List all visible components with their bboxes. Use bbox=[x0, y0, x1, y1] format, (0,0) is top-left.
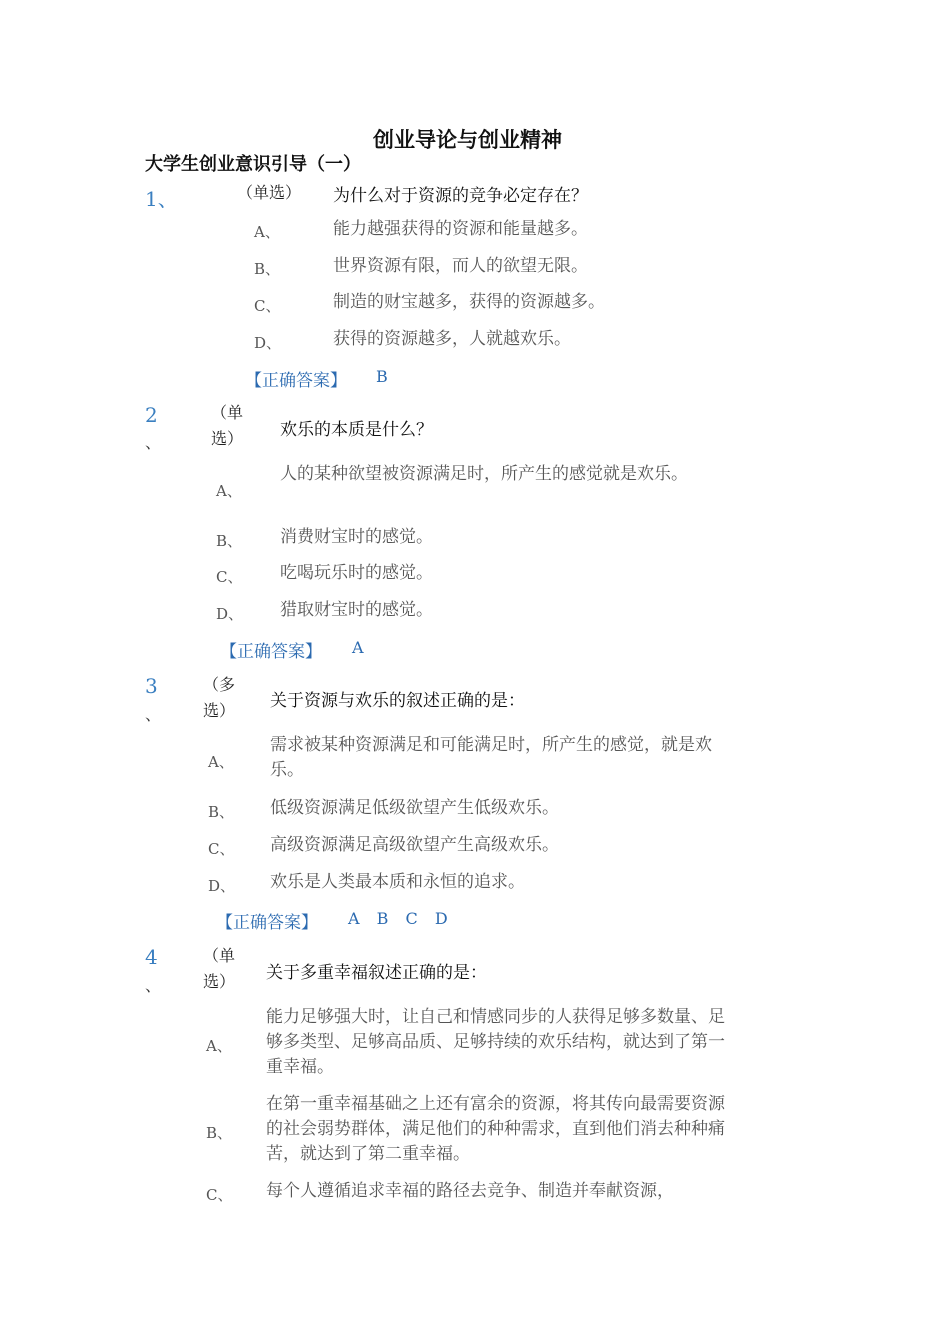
answer-label: 【正确答案】 bbox=[216, 913, 318, 933]
question-type: （多选） bbox=[203, 675, 236, 720]
question-number-suffix: 、 bbox=[145, 433, 162, 452]
option-label: D、 bbox=[254, 334, 282, 352]
option-text: 能力越强获得的资源和能量越多。 bbox=[333, 219, 588, 239]
option-text: 需求被某种资源满足和可能满足时，所产生的感觉，就是欢乐。 bbox=[270, 735, 712, 780]
question-text: 为什么对于资源的竞争必定存在？ bbox=[333, 186, 588, 206]
option-label: C、 bbox=[206, 1186, 233, 1204]
option-text: 吃喝玩乐时的感觉。 bbox=[280, 563, 433, 583]
question-number: 4 bbox=[145, 945, 158, 969]
option-label: B、 bbox=[254, 260, 281, 278]
option-text: 每个人遵循追求幸福的路径去竞争、制造并奉献资源， bbox=[266, 1181, 674, 1201]
question-type: （单选） bbox=[203, 946, 236, 991]
option-text: 猎取财宝时的感觉。 bbox=[280, 600, 433, 620]
answer-value: B bbox=[376, 367, 388, 386]
option-text: 能力足够强大时，让自己和情感同步的人获得足够多数量、足够多类型、足够高品质、足够持续的欢乐结构，就达到了第一重幸福。 bbox=[266, 1007, 725, 1077]
question-type: （单选） bbox=[211, 403, 244, 448]
option-text: 制造的财宝越多，获得的资源越多。 bbox=[333, 292, 605, 312]
document-title: 创业导论与创业精神 bbox=[373, 128, 562, 152]
question-text: 关于多重幸福叙述正确的是： bbox=[266, 963, 487, 983]
option-label: D、 bbox=[216, 605, 244, 623]
option-text: 消费财宝时的感觉。 bbox=[280, 527, 433, 547]
option-text: 世界资源有限，而人的欲望无限。 bbox=[333, 256, 588, 276]
question-number: 2 bbox=[145, 403, 158, 427]
question-text: 欢乐的本质是什么？ bbox=[280, 420, 433, 440]
option-label: B、 bbox=[206, 1124, 233, 1142]
question-type: （单选） bbox=[237, 183, 302, 202]
option-text: 获得的资源越多，人就越欢乐。 bbox=[333, 329, 571, 349]
question-number-suffix: 、 bbox=[145, 976, 162, 995]
option-label: B、 bbox=[208, 803, 235, 821]
question-number: 3 bbox=[145, 674, 158, 698]
option-label: C、 bbox=[216, 568, 243, 586]
option-label: D、 bbox=[208, 877, 236, 895]
option-label: A、 bbox=[254, 223, 280, 241]
option-text: 欢乐是人类最本质和永恒的追求。 bbox=[270, 872, 525, 892]
option-text: 低级资源满足低级欲望产生低级欢乐。 bbox=[270, 798, 559, 818]
option-label: A、 bbox=[208, 753, 234, 771]
answer-value: A bbox=[352, 638, 364, 657]
option-label: A、 bbox=[206, 1037, 232, 1055]
option-label: A、 bbox=[216, 482, 242, 500]
option-label: C、 bbox=[254, 297, 281, 315]
option-label: C、 bbox=[208, 840, 235, 858]
question-text: 关于资源与欢乐的叙述正确的是： bbox=[270, 691, 525, 711]
question-number-suffix: 、 bbox=[145, 705, 162, 724]
answer-label: 【正确答案】 bbox=[245, 371, 347, 391]
question-number: 1、 bbox=[145, 187, 178, 211]
option-text: 在第一重幸福基础之上还有富余的资源，将其传向最需要资源的社会弱势群体，满足他们的种种需求，直到他们消去种种痛苦，就达到了第二重幸福。 bbox=[266, 1094, 725, 1164]
option-text: 人的某种欲望被资源满足时，所产生的感觉就是欢乐。 bbox=[280, 464, 688, 484]
answer-value: A B C D bbox=[348, 909, 448, 928]
option-text: 高级资源满足高级欲望产生高级欢乐。 bbox=[270, 835, 559, 855]
document-subtitle: 大学生创业意识引导（一） bbox=[145, 154, 361, 175]
answer-label: 【正确答案】 bbox=[220, 642, 322, 662]
option-label: B、 bbox=[216, 532, 243, 550]
